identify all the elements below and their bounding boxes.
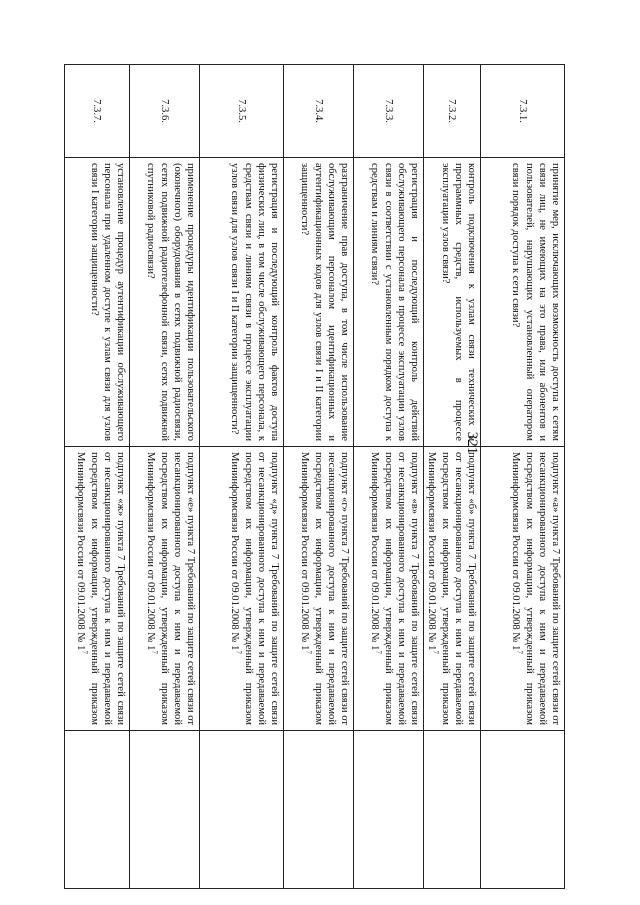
footnote-marker: 7 <box>515 650 524 654</box>
notes-cell <box>200 731 284 889</box>
notes-cell <box>130 731 200 889</box>
table-row <box>481 65 565 889</box>
footnote-marker: 7 <box>304 650 313 654</box>
item-number: 7.3.1. <box>481 65 565 158</box>
legal-reference: подпункт «ж» пункта 7 Требований по защите сетей связи от несанкционированного доступа к ним и передаваемой посредством их информации, утвержденный приказом Мининформсвязи России от 09.01.2008 № $1^7$ <box>65 447 130 731</box>
table-row <box>284 65 354 889</box>
notes-cell <box>65 731 130 889</box>
notes-cell <box>481 731 565 889</box>
item-number: 7.3.2. <box>424 65 481 158</box>
page-number: 321 <box>464 431 480 455</box>
requirement-text: установление процедур аутентификации обслуживающего персонала при удаленном доступе к узлам связи для узлов связи I категории защищенности? <box>65 158 130 447</box>
table-row <box>65 65 130 889</box>
footnote-marker: 7 <box>80 650 89 654</box>
requirement-text: контроль подключения к узлам связи технических и программных средств, используемых в процессе эксплуатации узлов связи? <box>424 158 481 447</box>
legal-reference: подпункт «е» пункта 7 Требований по защите сетей связи от несанкционированного доступа к ним и передаваемой посредством их информации, утвержденный приказом Мининформсвязи России от 09.01.2008 № $1^7$ <box>130 447 200 731</box>
item-number: 7.3.6. <box>130 65 200 158</box>
footnote-marker: 7 <box>234 650 243 654</box>
footnote-marker: 7 <box>374 650 383 654</box>
table-row <box>130 65 200 889</box>
notes-cell <box>354 731 424 889</box>
legal-reference: подпункт «г» пункта 7 Требований по защите сетей связи от несанкционированного доступа к ним и передаваемой посредством их информации, утвержденный приказом Мининформсвязи России от 09.01.2008 № $1^7$ <box>284 447 354 731</box>
item-number: 7.3.5. <box>200 65 284 158</box>
notes-cell <box>424 731 481 889</box>
requirements-table <box>64 64 565 889</box>
item-number: 7.3.4. <box>284 65 354 158</box>
legal-reference: подпункт «а» пункта 7 Требований по защите сетей связи от несанкционированного доступа к ним и передаваемой посредством их информации, утвержденный приказом Мининформсвязи России от 09.01.2008 № $1^7$ <box>481 447 565 731</box>
legal-reference: подпункт «б» пункта 7 Требований по защите сетей связи от несанкционированного доступа к ним и передаваемой посредством их информации, утвержденный приказом Мининформсвязи России от 09.01.2008 № $1^7$ <box>424 447 481 731</box>
footnote-marker: 7 <box>431 650 440 654</box>
table-row <box>200 65 284 889</box>
requirement-text: принятие мер, исключающих возможность доступа к сетям связи лиц, не имеющих на это права, или абонентов и пользователей, нарушающих установленный оператором связи порядок доступа к сети связи? <box>481 158 565 447</box>
table-row <box>424 65 481 889</box>
item-number: 7.3.3. <box>354 65 424 158</box>
rotated-page-content <box>65 64 565 889</box>
requirement-text: применение процедуры идентификации пользовательского (оконечного) оборудования в сетях подвижной радиосвязи, сетях подвижной радиотелефонной связи, сетях подвижной спутниковой радиосвязи? <box>130 158 200 447</box>
item-number: 7.3.7. <box>65 65 130 158</box>
legal-reference: подпункт «в» пункта 7 Требований по защите сетей связи от несанкционированного доступа к ним и передаваемой посредством их информации, утвержденный приказом Мининформсвязи России от 09.01.2008 № $1^7$ <box>354 447 424 731</box>
legal-reference: подпункт «д» пункта 7 Требований по защите сетей связи от несанкционированного доступа к ним и передаваемой посредством их информации, утвержденный приказом Мининформсвязи России от 09.01.2008 № $1^7$ <box>200 447 284 731</box>
requirement-text: разграничение прав доступа, в том числе использование обслуживающим персоналом идентификационных и аутентификационных кодов для узлов связи I и II категории защищенности? <box>284 158 354 447</box>
footnote-marker: 7 <box>150 650 159 654</box>
requirement-text: регистрация и последующий контроль фактов доступа физических лиц, в том числе обслуживающего персонала, к средствам связи и линиям связи в процессе эксплуатации узлов связи для узлов связи I и II категории защищенности? <box>200 158 284 447</box>
notes-cell <box>284 731 354 889</box>
table-row <box>354 65 424 889</box>
requirement-text: регистрация и последующий контроль действий обслуживающего персонала в процессе эксплуатации узлов связи в соответствии с установленным порядком доступа к средствам и линиям связи? <box>354 158 424 447</box>
